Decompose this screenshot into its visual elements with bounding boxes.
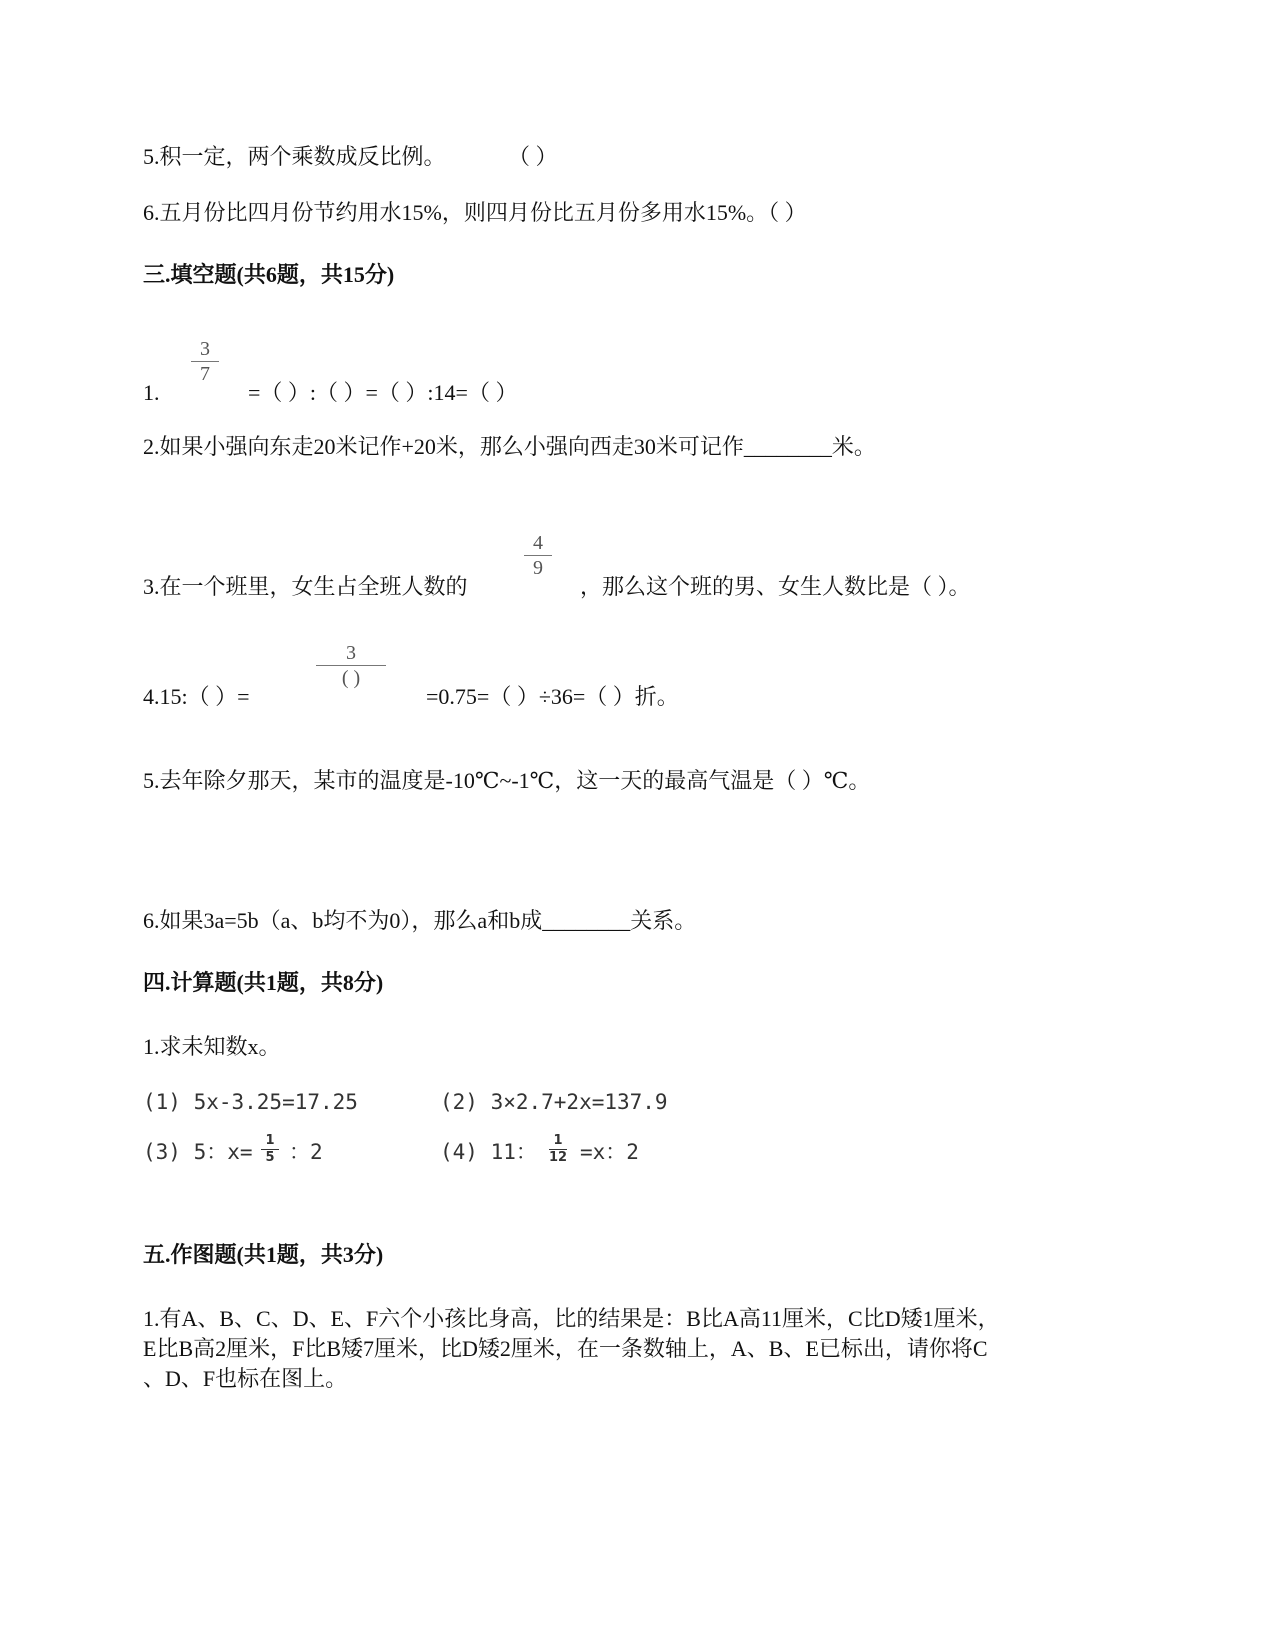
fill-question-5: 5.去年除夕那天，某市的温度是-10℃~-1℃，这一天的最高气温是（ ）℃。 bbox=[143, 768, 871, 793]
calc-question-1: 1.求未知数x。 bbox=[143, 1034, 281, 1059]
fill-question-1-body: =（ ）:（ ）=（ ）:14=（ ） bbox=[248, 380, 518, 405]
fraction-numerator: 4 bbox=[533, 532, 543, 554]
fraction-bar bbox=[191, 361, 219, 362]
section-5-heading: 五.作图题(共1题，共3分) bbox=[143, 1242, 384, 1267]
judge-question-6: 6.五月份比四月份节约用水15%，则四月份比五月份多用水15%。（ ） bbox=[143, 200, 807, 225]
section-4-heading: 四.计算题(共1题，共8分) bbox=[143, 970, 384, 995]
fill-question-3-rest: ，那么这个班的男、女生人数比是（ ）。 bbox=[580, 574, 971, 599]
fill-question-4-rest: =0.75=（ ）÷36=（ ）折。 bbox=[426, 684, 679, 709]
equation-4-prefix: (4) 11： bbox=[440, 1140, 537, 1164]
judge-question-5: 5.积一定，两个乘数成反比例。 bbox=[143, 144, 446, 169]
fill-question-2: 2.如果小强向东走20米记作+20米，那么小强向西走30米可记作________米。 bbox=[143, 434, 876, 459]
fraction-numerator: 1 bbox=[553, 1133, 563, 1148]
fraction-3-over-blank bbox=[310, 642, 392, 689]
judge-answer-paren[interactable]: （ ） bbox=[508, 144, 558, 169]
fraction-denominator: 9 bbox=[533, 557, 543, 579]
fraction-bar bbox=[316, 665, 386, 666]
fraction-numerator: 3 bbox=[346, 642, 356, 664]
drawing-question-line-1: 1.有A、B、C、D、E、F六个小孩比身高，比的结果是：B比A高11厘米，C比D矮1厘米， bbox=[143, 1306, 1000, 1331]
drawing-question-line-2: E比B高2厘米，F比B矮7厘米，比D矮2厘米，在一条数轴上，A、B、E已标出，请你将C bbox=[143, 1336, 988, 1361]
fraction-3-7 bbox=[185, 338, 225, 385]
fill-question-4-prefix: 4.15:（ ）= bbox=[143, 684, 250, 709]
equation-3-rest: ：2 bbox=[289, 1140, 323, 1164]
fraction-numerator: 1 bbox=[265, 1133, 275, 1148]
fill-question-3-prefix: 3.在一个班里，女生占全班人数的 bbox=[143, 574, 468, 599]
fraction-denominator: 12 bbox=[548, 1150, 568, 1165]
section-3-heading: 三.填空题(共6题，共15分) bbox=[143, 262, 395, 287]
fraction-denominator: 5 bbox=[265, 1150, 275, 1165]
fill-question-1-label: 1. bbox=[143, 380, 160, 405]
fraction-4-9 bbox=[518, 532, 558, 579]
equation-3-prefix: (3) 5：x= bbox=[143, 1140, 253, 1164]
fraction-1-12 bbox=[546, 1134, 570, 1165]
drawing-question-line-3: 、D、F也标在图上。 bbox=[143, 1366, 348, 1391]
fraction-denominator: 7 bbox=[200, 363, 210, 385]
fraction-denominator: ( ) bbox=[341, 667, 361, 689]
fraction-numerator: 3 bbox=[200, 338, 210, 360]
fill-question-6: 6.如果3a=5b（a、b均不为0），那么a和b成________关系。 bbox=[143, 908, 697, 933]
equation-4-rest: =x：2 bbox=[580, 1140, 639, 1164]
fraction-bar bbox=[524, 555, 552, 556]
fraction-1-5 bbox=[258, 1134, 282, 1165]
equation-2: (2) 3×2.7+2x=137.9 bbox=[440, 1090, 668, 1114]
equation-1: (1) 5x-3.25=17.25 bbox=[143, 1090, 358, 1114]
